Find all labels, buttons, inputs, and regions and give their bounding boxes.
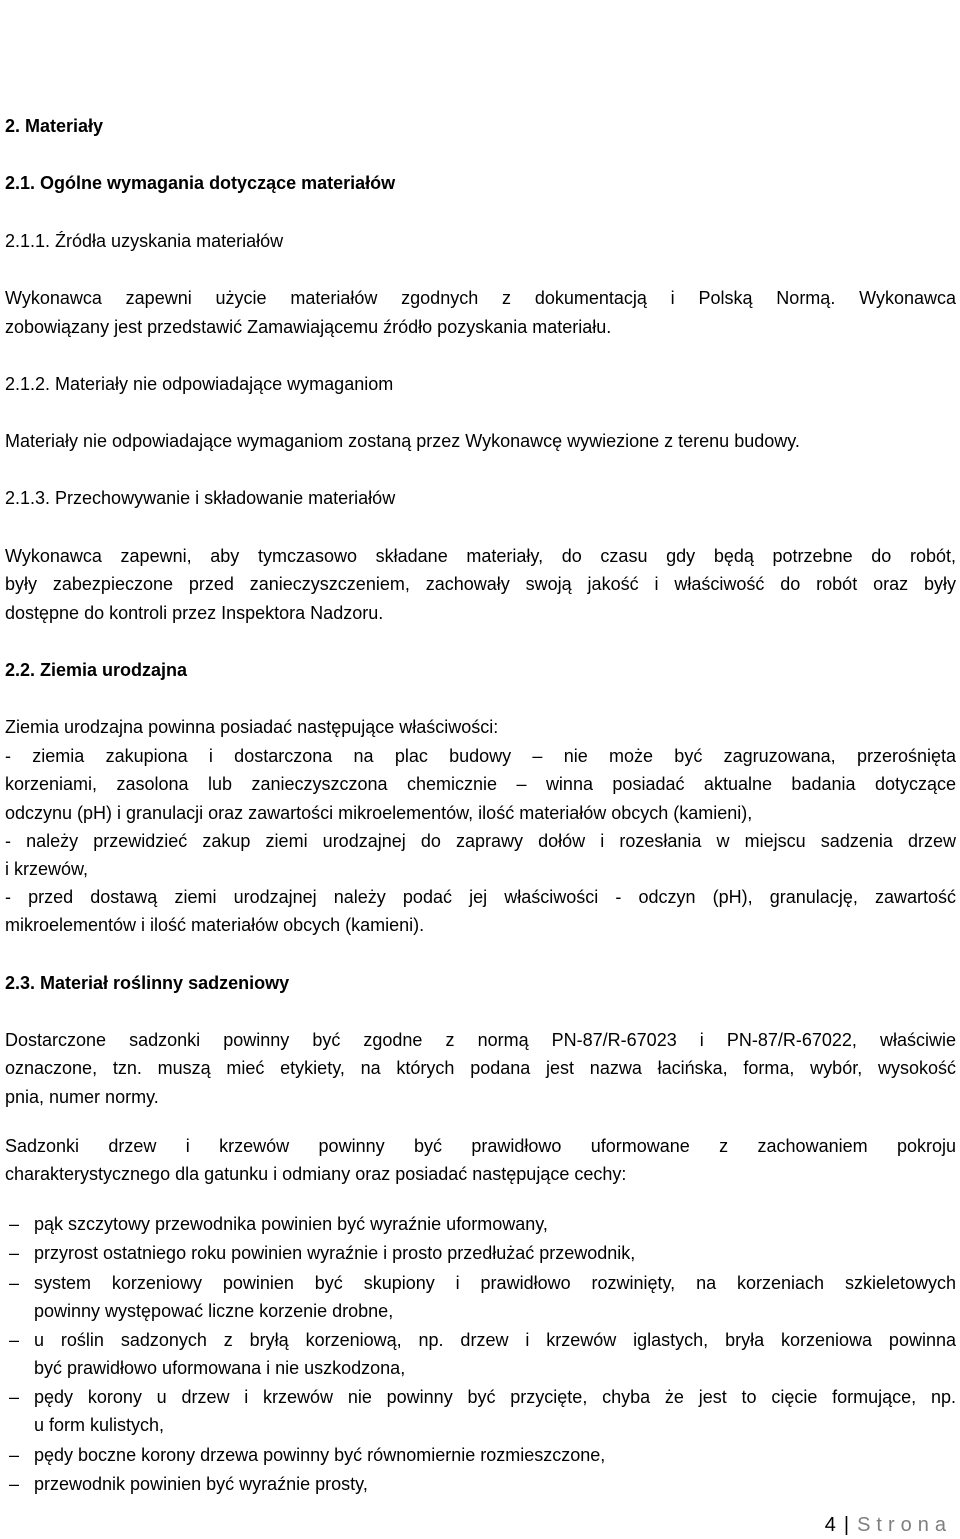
list-item-text: pędy korony u drzew i krzewów nie powinny być przycięte, chyba że jest to cięcie formujące, np. <box>34 1387 956 1407</box>
paragraph-line: odczynu (pH) i granulacji oraz zawartości mikroelementów, ilość materiałów obcych (kamieni), <box>5 803 753 823</box>
paragraph-line: charakterystycznego dla gatunku i odmiany oraz posiadać następujące cechy: <box>5 1164 627 1184</box>
paragraph-line: - przed dostawą ziemi urodzajnej należy podać jej właściwości - odczyn (pH), granulację, zawartość <box>5 887 956 907</box>
dash-bullet-icon: – <box>8 1474 19 1494</box>
header-title-line-2: Parkowe w Mrągowie” <box>385 28 575 48</box>
paragraph-line: Materiały nie odpowiadające wymaganiom zostaną przez Wykonawcę wywiezione z terenu budowy. <box>5 431 800 451</box>
list-item-text: powinny występować liczne korzenie drobne, <box>34 1301 394 1321</box>
heading-2-1: 2.1. Ogólne wymagania dotyczące materiałów <box>5 173 396 193</box>
dash-bullet-icon: – <box>8 1387 19 1407</box>
heading-2-2: 2.2. Ziemia urodzajna <box>5 660 188 680</box>
page-label: Strona <box>857 1514 952 1536</box>
list-item-text: pędy boczne korony drzewa powinny być równomiernie rozmieszczone, <box>34 1445 606 1465</box>
heading-2-1-2: 2.1.2. Materiały nie odpowiadające wymaganiom <box>5 374 394 394</box>
paragraph-line: Wykonawca zapewni, aby tymczasowo składane materiały, do czasu gdy będą potrzebne do robót, <box>5 546 956 566</box>
paragraph-line: Dostarczone sadzonki powinny być zgodne z normą PN-87/R-67023 i PN-87/R-67022, właściwie <box>5 1030 956 1050</box>
page-number: 4 <box>824 1514 836 1536</box>
heading-2-1-1: 2.1.1. Źródła uzyskania materiałów <box>5 231 284 251</box>
list-item-text: być prawidłowo uformowana i nie uszkodzona, <box>34 1358 406 1378</box>
paragraph-line: dostępne do kontroli przez Inspektora Nadzoru. <box>5 603 384 623</box>
dash-bullet-icon: – <box>8 1330 19 1350</box>
paragraph-line: Sadzonki drzew i krzewów powinny być prawidłowo uformowane z zachowaniem pokroju <box>5 1136 956 1156</box>
paragraph-line: mikroelementów i ilość materiałów obcych (kamieni). <box>5 915 425 935</box>
paragraph-line: - należy przewidzieć zakup ziemi urodzajnej do zaprawy dołów i rozesłania w miejscu sadzenia drzew <box>5 831 956 851</box>
paragraph-line: Ziemia urodzajna powinna posiadać następujące właściwości: <box>5 717 499 737</box>
dash-bullet-icon: – <box>8 1214 19 1234</box>
heading-2-1-3: 2.1.3. Przechowywanie i składowanie materiałów <box>5 488 396 508</box>
heading-2: 2. Materiały <box>5 116 104 136</box>
paragraph-line: oznaczone, tzn. muszą mieć etykiety, na których podana jest nazwa łacińska, forma, wybór, wysokość <box>5 1058 956 1078</box>
paragraph-line: i krzewów, <box>5 859 89 879</box>
page-header <box>0 0 960 90</box>
paragraph-line: były zabezpieczone przed zanieczyszczeniem, zachowały swoją jakość i właściwość do robót oraz były <box>5 574 956 594</box>
header-author: StylOut – Aleksandra Brodziak <box>350 58 610 78</box>
header-title-line-1: Szczegółowy projekt zieleni – nasadzeń zastępczych na zadaniu „Przebudowa ulic i placów osiedla <box>57 0 903 20</box>
footer-separator: | <box>843 1514 850 1536</box>
page-footer <box>825 1512 952 1538</box>
list-item-text: system korzeniowy powinien być skupiony i prawidłowo rozwinięty, na korzeniach szkieletowych <box>34 1273 956 1293</box>
list-item-text: przewodnik powinien być wyraźnie prosty, <box>34 1474 368 1494</box>
dash-bullet-icon: – <box>8 1243 19 1263</box>
list-item-text: pąk szczytowy przewodnika powinien być wyraźnie uformowany, <box>34 1214 548 1234</box>
heading-2-3: 2.3. Materiał roślinny sadzeniowy <box>5 973 290 993</box>
dash-bullet-icon: – <box>8 1445 19 1465</box>
paragraph-line: korzeniami, zasolona lub zanieczyszczona chemicznie – winna posiadać aktualne badania dotyczące <box>5 774 956 794</box>
paragraph-line: Wykonawca zapewni użycie materiałów zgodnych z dokumentacją i Polską Normą. Wykonawca <box>5 288 956 308</box>
list-item-text: u form kulistych, <box>34 1415 165 1435</box>
paragraph-line: - ziemia zakupiona i dostarczona na plac budowy – nie może być zagruzowana, przerośnięta <box>5 746 956 766</box>
list-item-text: przyrost ostatniego roku powinien wyraźnie i prosto przedłużać przewodnik, <box>34 1243 636 1263</box>
dash-bullet-icon: – <box>8 1273 19 1293</box>
paragraph-line: zobowiązany jest przedstawić Zamawiającemu źródło pozyskania materiału. <box>5 317 612 337</box>
paragraph-line: pnia, numer normy. <box>5 1087 159 1107</box>
list-item-text: u roślin sadzonych z bryłą korzeniową, np. drzew i krzewów iglastych, bryła korzeniowa powinna <box>34 1330 956 1350</box>
